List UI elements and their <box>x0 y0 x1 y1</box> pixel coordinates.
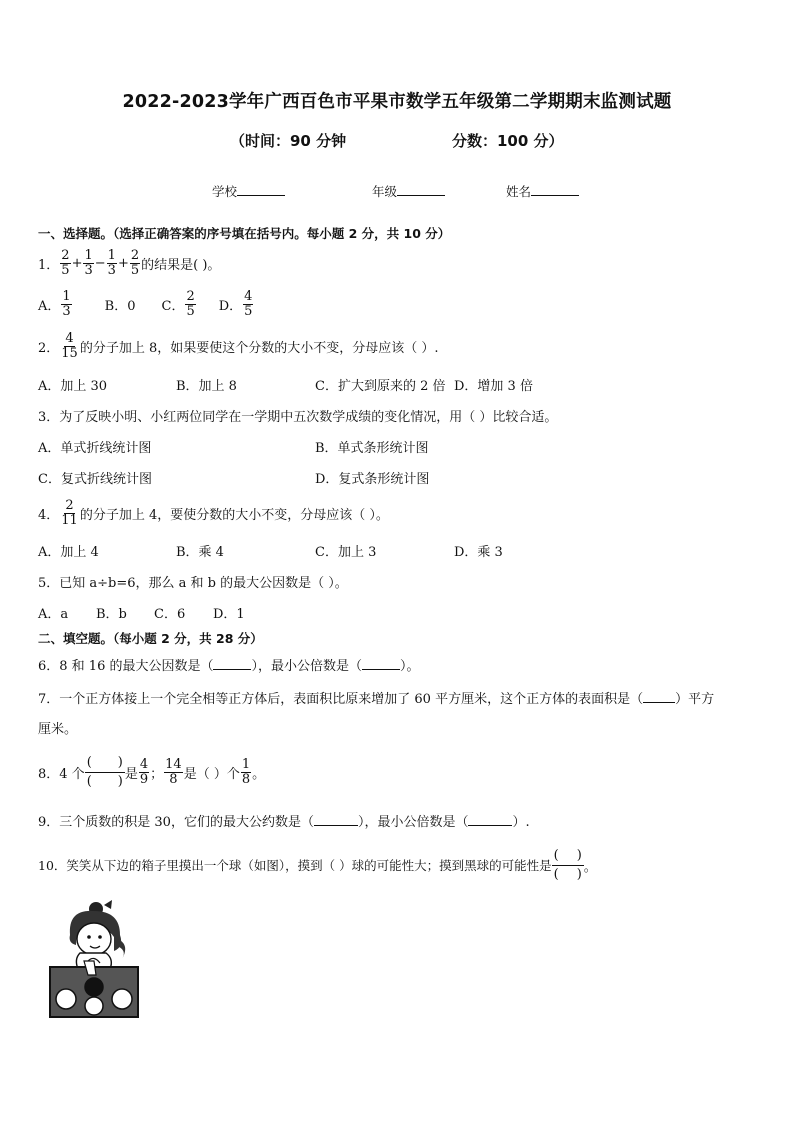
black-ball <box>85 978 103 996</box>
q1-options <box>38 287 254 321</box>
question-5: 5．已知 a÷b=6，那么 a 和 b 的最大公因数是（ ）。 <box>38 576 348 591</box>
q1-number: 1． <box>38 257 60 273</box>
q4-option-a[interactable]: A．加上 4 <box>38 545 99 560</box>
q6-blank-1[interactable] <box>213 658 251 670</box>
q2-option-d[interactable]: D．增加 3 倍 <box>454 379 533 394</box>
name-blank[interactable] <box>531 183 579 196</box>
q6-text-c: ）。 <box>400 659 420 674</box>
question-2 <box>38 329 439 363</box>
white-ball <box>112 989 132 1009</box>
question-4 <box>38 496 389 530</box>
name-label: 姓名 <box>506 184 532 199</box>
q10-text: 10．笑笑从下边的箱子里摸出一个球（如图），摸到（ ）球的可能性大；摸到黑球的可能性是 <box>38 858 552 873</box>
q1-fraction-4: $\frac{2}{5}$ <box>130 247 140 278</box>
q9-text-a: 9．三个质数的积是 30，它们的最大公约数是（ <box>38 815 314 830</box>
q8-end: 。 <box>252 766 266 782</box>
q6-text-a: 6．8 和 16 的最大公因数是（ <box>38 659 214 674</box>
q1-option-d-fraction: $\frac{4}{5}$ <box>244 288 253 319</box>
q4-option-d[interactable]: D．乘 3 <box>454 545 503 560</box>
q1-option-d[interactable]: D． <box>218 298 243 314</box>
question-7-line2: 厘米。 <box>38 722 78 737</box>
q4-fraction: $\frac{2}{11}$ <box>61 497 78 528</box>
white-ball <box>85 997 103 1015</box>
q1-option-c[interactable]: C． <box>161 298 185 314</box>
question-3: 3．为了反映小明、小红两位同学在一学期中五次数学成绩的变化情况，用（ ）比较合适。 <box>38 410 558 425</box>
q6-text-b: ），最小公倍数是（ <box>251 659 362 674</box>
q10-end: 。 <box>583 859 597 875</box>
face <box>77 923 111 955</box>
q9-blank-2[interactable] <box>468 814 512 826</box>
q6-blank-2[interactable] <box>362 658 400 670</box>
q8-fraction-2: $\frac{14}{8}$ <box>165 756 182 787</box>
q2-number: 2． <box>38 340 60 356</box>
q10-blank-fraction[interactable]: ( ) ( ) <box>553 847 582 882</box>
q1-option-c-fraction: $\frac{2}{5}$ <box>186 288 195 319</box>
q1-fraction-1: $\frac{2}{5}$ <box>61 247 70 278</box>
q4-number: 4． <box>38 507 60 523</box>
question-8 <box>38 748 265 796</box>
name-field <box>506 182 579 200</box>
page-title: 2022-2023学年广西百色市平果市数学五年级第二学期期末监测试题 <box>122 92 672 112</box>
q9-blank-1[interactable] <box>314 814 358 826</box>
q7-blank[interactable] <box>643 691 675 703</box>
q4-option-c[interactable]: C．加上 3 <box>315 545 377 560</box>
q3-option-a[interactable]: A．单式折线统计图 <box>38 441 152 456</box>
q9-text-b: ），最小公倍数是（ <box>357 815 469 830</box>
section2-heading: 二、填空题。（每小题 2 分，共 28 分） <box>38 631 263 646</box>
q8-blank-fraction[interactable]: ( ) ( ) <box>86 754 123 789</box>
q3-option-c[interactable]: C．复式折线统计图 <box>38 472 152 487</box>
girl-ball-box-illustration <box>44 895 144 1023</box>
grade-blank[interactable] <box>397 183 445 196</box>
q2-fraction: $\frac{4}{15}$ <box>61 330 78 361</box>
q5-option-d[interactable]: D．1 <box>213 607 245 622</box>
q1-op-3: + <box>117 255 129 271</box>
school-label: 学校 <box>212 184 238 199</box>
question-10 <box>38 845 597 885</box>
time-label: （时间：90 分钟 <box>230 132 347 150</box>
school-blank[interactable] <box>237 183 285 196</box>
q1-option-b[interactable]: B．0 <box>104 298 136 314</box>
q8-text-is: 是 <box>124 766 138 782</box>
q5-option-c[interactable]: C．6 <box>154 607 186 622</box>
q2-option-c[interactable]: C．扩大到原来的 2 倍 <box>315 379 446 394</box>
q1-option-a[interactable]: A． <box>38 298 61 314</box>
q8-fraction-3: $\frac{1}{8}$ <box>241 756 251 787</box>
q1-op-1: + <box>71 255 83 271</box>
q2-option-b[interactable]: B．加上 8 <box>176 379 237 394</box>
white-ball <box>56 989 76 1009</box>
score-label: 分数：100 分） <box>452 132 564 150</box>
q7-text-a: 7．一个正方体接上一个完全相等正方体后，表面积比原来增加了 60 平方厘米，这个正方体的表面积是（ <box>38 692 644 707</box>
q1-option-a-fraction: $\frac{1}{3}$ <box>62 288 71 319</box>
q2-text: 的分子加上 8，如果要使这个分数的大小不变，分母应该（ ）. <box>79 340 439 356</box>
q4-option-b[interactable]: B．乘 4 <box>176 545 224 560</box>
q1-op-2: − <box>94 255 106 271</box>
section1-heading: 一、选择题。（选择正确答案的序号填在括号内。每小题 2 分，共 10 分） <box>38 226 451 241</box>
q3-option-b[interactable]: B．单式条形统计图 <box>315 441 429 456</box>
q3-option-d[interactable]: D．复式条形统计图 <box>315 472 430 487</box>
q1-text: 的结果是( )。 <box>141 257 221 273</box>
q2-option-a[interactable]: A．加上 30 <box>38 379 108 394</box>
q4-text: 的分子加上 4，要使分数的大小不变，分母应该（ ）。 <box>79 507 389 523</box>
q9-text-c: ）. <box>512 815 530 830</box>
q8-separator: ； <box>150 766 164 782</box>
q1-fraction-2: $\frac{1}{3}$ <box>84 247 93 278</box>
question-1 <box>38 246 220 280</box>
q5-option-b[interactable]: B．b <box>96 607 127 622</box>
q5-option-a[interactable]: A．a <box>38 607 69 622</box>
school-field <box>212 182 285 200</box>
grade-label: 年级 <box>372 184 398 199</box>
question-6 <box>38 655 420 674</box>
question-9 <box>38 811 530 830</box>
q8-text-count: 是（ ）个 <box>183 766 240 782</box>
grade-field <box>372 182 445 200</box>
q7-text-b: ）平方 <box>675 692 715 707</box>
q1-fraction-3: $\frac{1}{3}$ <box>107 247 116 278</box>
q8-fraction-1: $\frac{4}{9}$ <box>139 756 149 787</box>
q8-number: 8．4 个 <box>38 766 85 782</box>
question-7 <box>38 688 714 707</box>
